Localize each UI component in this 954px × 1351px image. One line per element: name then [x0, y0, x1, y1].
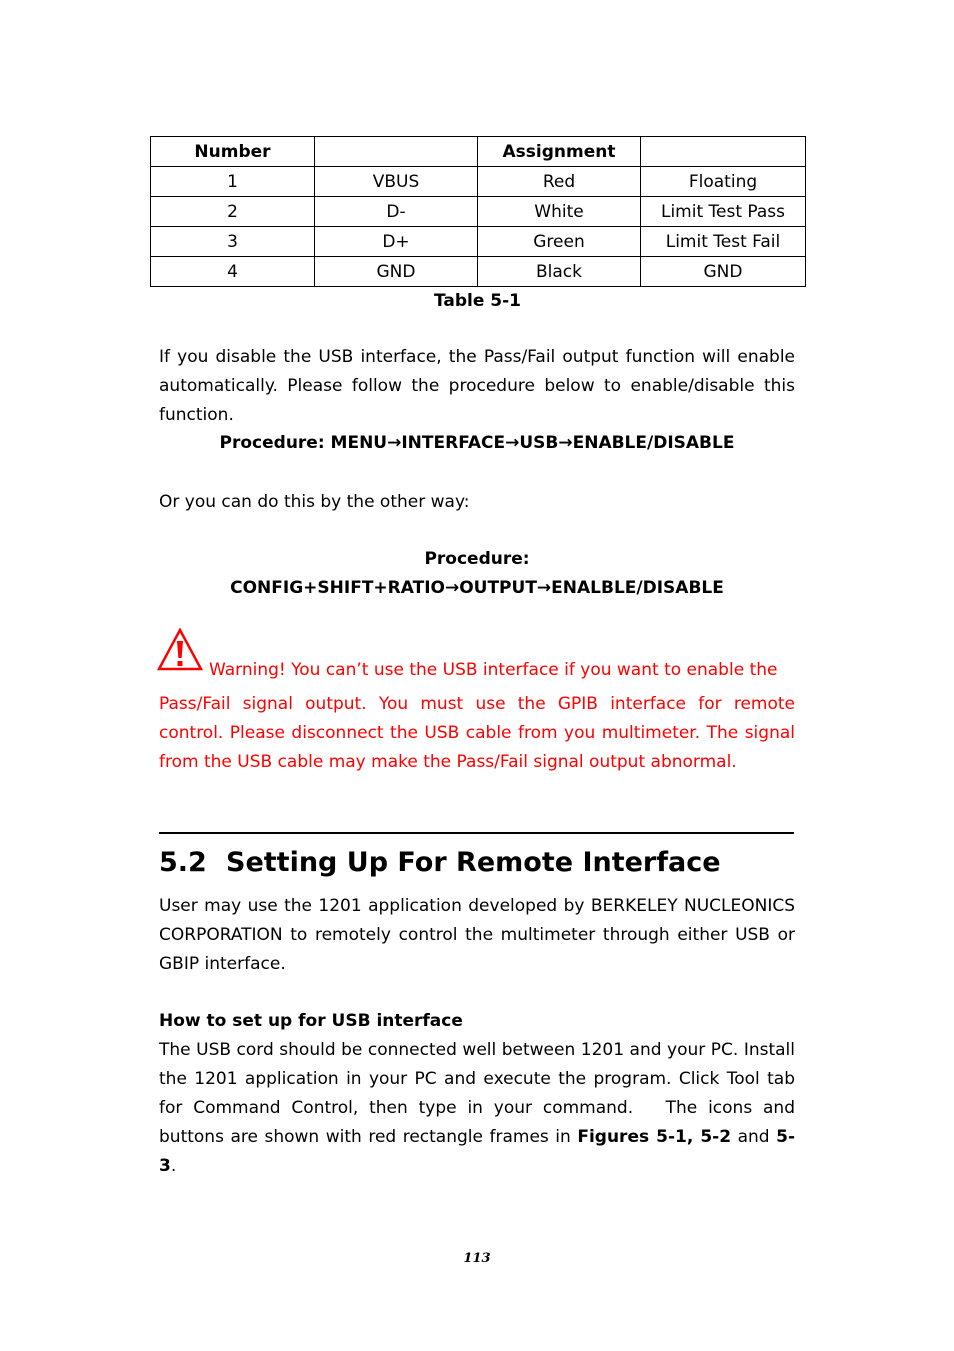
table-cell: White	[478, 197, 641, 227]
table-cell: VBUS	[315, 167, 478, 197]
table-cell: Red	[478, 167, 641, 197]
remote-interface-paragraph: User may use the 1201 application developed by BERKELEY NUCLEONICS CORPORATION to remotely control the multimeter through either USB or GBIP interface.	[159, 896, 795, 974]
table-header-cell	[315, 137, 478, 167]
page-number: 113	[463, 1251, 491, 1266]
table-cell: 4	[151, 257, 315, 287]
table-cell: Limit Test Pass	[641, 197, 806, 227]
table-cell: Floating	[641, 167, 806, 197]
table-cell: GND	[315, 257, 478, 287]
section-title: Setting Up For Remote Interface	[226, 847, 721, 878]
figure-reference: Figures 5-1, 5-2	[577, 1127, 732, 1147]
table-cell: Black	[478, 257, 641, 287]
procedure-key-path: CONFIG+SHIFT+RATIO→OUTPUT→ENALBLE/DISABLE	[230, 578, 724, 598]
usb-setup-text-end: .	[170, 1156, 177, 1176]
usb-disable-paragraph: If you disable the USB interface, the Pass/Fail output function will enable automatically. Please follow the procedure below to enable/disable this function.	[159, 347, 795, 425]
table-cell: 2	[151, 197, 315, 227]
table-header-row	[151, 137, 806, 167]
usb-setup-text: The USB cord should be connected well between 1201 and your PC. Install the 1201 application in your PC and execute the program. Click Tool tab for Command Control, then type in your command. The icons and buttons are shown with red rectangle frames in	[159, 1040, 795, 1147]
section-divider	[159, 832, 794, 834]
section-heading	[159, 844, 721, 882]
table-cell: D+	[315, 227, 478, 257]
table-cell: Green	[478, 227, 641, 257]
table-caption: Table 5-1	[433, 291, 522, 311]
table-cell: GND	[641, 257, 806, 287]
table-row	[151, 197, 806, 227]
table-row	[151, 227, 806, 257]
procedure-label: Procedure:	[424, 549, 530, 569]
section-number: 5.2	[159, 847, 207, 878]
warning-triangle-icon	[157, 628, 203, 671]
usb-setup-subheading: How to set up for USB interface	[159, 1011, 463, 1031]
table-row	[151, 167, 806, 197]
table-cell: 1	[151, 167, 315, 197]
table-header-cell: Assignment	[478, 137, 641, 167]
alternative-method-paragraph: Or you can do this by the other way:	[159, 492, 470, 512]
table-cell: 3	[151, 227, 315, 257]
table-cell: Limit Test Fail	[641, 227, 806, 257]
usb-setup-text-mid: and	[731, 1127, 777, 1147]
table-header-cell	[641, 137, 806, 167]
pin-assignment-table	[150, 136, 806, 287]
table-row	[151, 257, 806, 287]
table-header-cell: Number	[151, 137, 315, 167]
figure-reference: 5-3	[159, 1127, 796, 1176]
usb-setup-paragraph	[159, 1036, 795, 1181]
warning-text-first-line: Warning! You can’t use the USB interface if you want to enable the	[209, 660, 778, 680]
procedure-menu-path: Procedure: MENU→INTERFACE→USB→ENABLE/DISABLE	[219, 433, 735, 453]
table-cell: D-	[315, 197, 478, 227]
warning-text: Pass/Fail signal output. You must use the GPIB interface for remote control. Please disconnect the USB cable from you multimeter. The signal from the USB cable may make the Pass/Fail signal output abnormal.	[159, 694, 795, 772]
